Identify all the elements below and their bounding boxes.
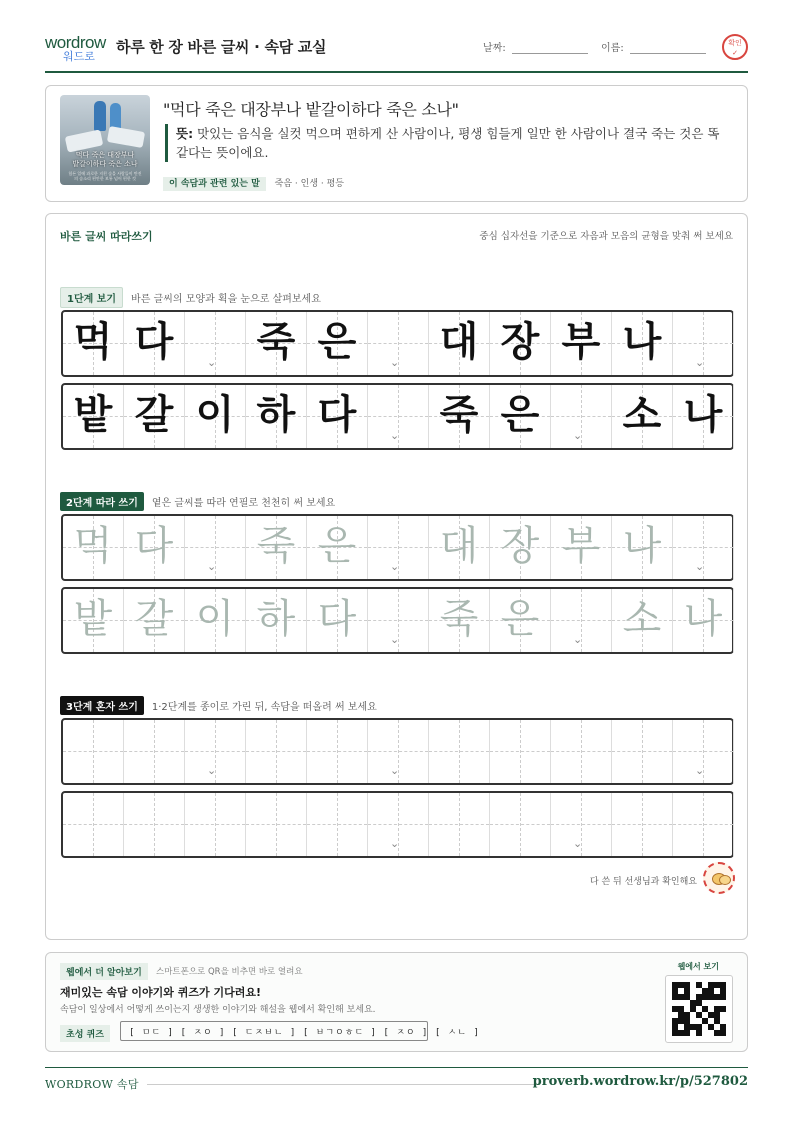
teacher-stamp-icon (703, 862, 735, 894)
grid-cell[interactable] (368, 516, 429, 579)
grid-cell[interactable] (307, 720, 368, 783)
practice-character: 죽 (439, 392, 479, 438)
space-marker-icon: ⌄ (390, 633, 400, 646)
date-field[interactable] (483, 39, 588, 54)
grid-cell[interactable] (429, 516, 490, 579)
grid-cell[interactable] (490, 720, 551, 783)
practice-character: 다 (134, 523, 174, 569)
related-label: 이 속담과 관련 있는 말 (163, 177, 266, 191)
grid-cell[interactable] (612, 589, 673, 652)
grid-cell[interactable] (673, 720, 734, 783)
page-title: 하루 한 장 바른 글씨 · 속담 교실 (116, 38, 327, 56)
web-more-section (45, 952, 748, 1052)
grid-cell (368, 312, 429, 375)
grid-cell[interactable] (612, 793, 673, 856)
practice-character: 나 (683, 596, 723, 642)
web-subtext: 스마트폰으로 QR을 비추면 바로 열려요 (156, 967, 303, 977)
step1-row2 (61, 383, 734, 450)
step1-badge: 1단계 보기 (60, 287, 123, 308)
practice-character: 부 (561, 523, 601, 569)
grid-cell[interactable] (124, 516, 185, 579)
practice-character: 대 (439, 523, 479, 569)
practice-character: 나 (683, 392, 723, 438)
stamp-text: 확인 (728, 39, 742, 47)
grid-cell[interactable] (490, 793, 551, 856)
practice-character: 하 (256, 392, 296, 438)
grid-cell[interactable] (63, 793, 124, 856)
grid-cell (246, 312, 307, 375)
grid-cell[interactable] (551, 589, 612, 652)
practice-character: 이 (195, 392, 235, 438)
page-footer (45, 1067, 748, 1091)
practice-character: 은 (500, 596, 540, 642)
practice-title: 바른 글씨 따라쓰기 (60, 230, 153, 243)
qr-code[interactable] (665, 975, 733, 1043)
step3-header (60, 696, 377, 715)
grid-cell[interactable] (673, 516, 734, 579)
space-marker-icon: ⌄ (573, 837, 583, 850)
grid-cell (124, 312, 185, 375)
step2-badge: 2단계 따라 쓰기 (60, 492, 144, 511)
step3-badge: 3단계 혼자 쓰기 (60, 696, 144, 715)
related-list: 죽음 · 인생 · 평등 (274, 179, 344, 189)
grid-cell[interactable] (368, 589, 429, 652)
footer-url[interactable]: proverb.wordrow.kr/p/527802 (532, 1074, 748, 1089)
step3-desc: 1·2단계를 종이로 가린 뒤, 속담을 떠올려 써 보세요 (151, 702, 377, 713)
space-marker-icon: ⌄ (207, 764, 217, 777)
web-description: 속담이 일상에서 어떻게 쓰이는지 생생한 이야기와 해설을 웹에서 확인해 보세요. (60, 1005, 376, 1015)
writing-practice-section (45, 213, 748, 940)
grid-cell[interactable] (307, 516, 368, 579)
proverb-card (45, 85, 748, 202)
grid-cell[interactable] (246, 793, 307, 856)
practice-character: 대 (439, 319, 479, 365)
page-header (45, 28, 748, 73)
space-marker-icon: ⌄ (207, 560, 217, 573)
step2-header (60, 492, 335, 511)
grid-cell[interactable] (490, 589, 551, 652)
grid-cell (124, 385, 185, 448)
grid-cell[interactable] (63, 589, 124, 652)
grid-cell[interactable] (429, 793, 490, 856)
step3-row1[interactable] (61, 718, 734, 785)
practice-character: 은 (317, 319, 357, 365)
grid-cell (63, 312, 124, 375)
grid-cell (551, 385, 612, 448)
practice-character: 갈 (134, 392, 174, 438)
practice-character: 다 (317, 596, 357, 642)
related-words (163, 176, 344, 189)
chosung-quiz: [ ㅁㄷ ] [ ㅈㅇ ] [ ㄷㅈㅂㄴ ] [ ㅂㄱㅇㅎㄷ ] [ ㅈㅇ ] [ ㅅㄴ ] (120, 1021, 428, 1041)
grid-cell (490, 312, 551, 375)
grid-cell[interactable] (63, 516, 124, 579)
logo-subtext: 워드로 (63, 50, 95, 63)
grid-cell[interactable] (185, 793, 246, 856)
grid-cell[interactable] (124, 589, 185, 652)
grid-cell[interactable] (124, 720, 185, 783)
grid-cell (246, 385, 307, 448)
grid-cell[interactable] (673, 589, 734, 652)
space-marker-icon: ⌄ (390, 356, 400, 369)
grid-cell[interactable] (612, 720, 673, 783)
practice-character: 나 (622, 319, 662, 365)
practice-character: 먹 (73, 523, 113, 569)
grid-cell[interactable] (185, 589, 246, 652)
step2-desc: 옅은 글씨를 따라 연필로 천천히 써 보세요 (151, 498, 336, 509)
practice-character: 다 (134, 319, 174, 365)
illustration-subcaption: 힘든 일에 과로한 지친 숲을 사람들이 만진 의 숨소리 편안한 보통 넘어 편한 것 (68, 171, 142, 181)
teacher-check-note: 다 쓴 뒤 선생님과 확인해요 (589, 877, 697, 887)
practice-character: 먹 (73, 319, 113, 365)
grid-cell (307, 312, 368, 375)
step1-header (60, 287, 321, 308)
meaning-label: 뜻: (176, 126, 194, 141)
space-marker-icon: ⌄ (695, 764, 705, 777)
qr-code-icon (672, 982, 726, 1036)
step2-row2[interactable] (61, 587, 734, 654)
grid-cell[interactable] (124, 793, 185, 856)
name-label: 이름: (601, 43, 624, 54)
practice-character: 밭 (73, 392, 113, 438)
practice-character: 소 (622, 392, 662, 438)
grid-cell[interactable] (185, 516, 246, 579)
grid-cell[interactable] (307, 589, 368, 652)
web-tag: 웹에서 더 알아보기 (60, 963, 148, 980)
space-marker-icon: ⌄ (390, 764, 400, 777)
grid-cell (490, 385, 551, 448)
grid-cell (185, 385, 246, 448)
practice-character: 다 (317, 392, 357, 438)
web-link-label[interactable]: 웹에서 보기 (677, 962, 719, 971)
grid-cell (429, 312, 490, 375)
space-marker-icon: ⌄ (390, 837, 400, 850)
footer-brand: WORDROW 속담 (45, 1078, 139, 1091)
space-marker-icon: ⌄ (573, 633, 583, 646)
practice-character: 하 (256, 596, 296, 642)
practice-character: 이 (195, 596, 235, 642)
grid-cell (551, 312, 612, 375)
practice-character: 죽 (256, 523, 296, 569)
practice-character: 장 (500, 319, 540, 365)
space-marker-icon: ⌄ (573, 429, 583, 442)
proverb-meaning (165, 124, 725, 162)
grid-cell[interactable] (368, 793, 429, 856)
grid-cell[interactable] (551, 720, 612, 783)
grid-cell[interactable] (63, 720, 124, 783)
grid-cell (612, 312, 673, 375)
grid-cell (612, 385, 673, 448)
practice-character: 나 (622, 523, 662, 569)
quiz-label: 초성 퀴즈 (60, 1025, 110, 1042)
grid-cell[interactable] (673, 793, 734, 856)
grid-cell[interactable] (490, 516, 551, 579)
grid-cell[interactable] (246, 589, 307, 652)
grid-cell[interactable] (185, 720, 246, 783)
practice-character: 소 (622, 596, 662, 642)
grid-cell[interactable] (307, 793, 368, 856)
grid-cell (63, 385, 124, 448)
practice-hint: 중심 십자선을 기준으로 자음과 모음의 균형을 맞춰 써 보세요 (479, 231, 733, 242)
practice-character: 밭 (73, 596, 113, 642)
practice-character: 은 (317, 523, 357, 569)
name-field[interactable] (601, 39, 706, 54)
grid-cell (429, 385, 490, 448)
grid-cell (368, 385, 429, 448)
meaning-text: 맛있는 음식을 실컷 먹으며 편하게 산 사람이나, 평생 힘들게 일만 한 사람이나 결국 죽는 것은 똑같다는 뜻이에요. (176, 126, 720, 160)
check-stamp-icon: 확인 ✓ (722, 34, 748, 60)
grid-cell[interactable] (612, 516, 673, 579)
step2-row1[interactable] (61, 514, 734, 581)
space-marker-icon: ⌄ (390, 560, 400, 573)
date-label: 날짜: (483, 43, 506, 54)
practice-character: 갈 (134, 596, 174, 642)
web-headline: 재미있는 속담 이야기와 퀴즈가 기다려요! (60, 986, 261, 999)
step3-row2[interactable] (61, 791, 734, 858)
grid-cell[interactable] (429, 589, 490, 652)
space-marker-icon: ⌄ (390, 429, 400, 442)
practice-character: 은 (500, 392, 540, 438)
grid-cell[interactable] (551, 793, 612, 856)
grid-cell[interactable] (246, 720, 307, 783)
practice-character: 장 (500, 523, 540, 569)
practice-character: 부 (561, 319, 601, 365)
grid-cell (673, 385, 734, 448)
grid-cell (307, 385, 368, 448)
grid-cell[interactable] (246, 516, 307, 579)
proverb-title: "먹다 죽은 대장부나 밭갈이하다 죽은 소나" (163, 100, 459, 119)
grid-cell (673, 312, 734, 375)
space-marker-icon: ⌄ (207, 356, 217, 369)
step1-row1 (61, 310, 734, 377)
grid-cell[interactable] (429, 720, 490, 783)
proverb-illustration (60, 95, 150, 185)
logo: wordrow (45, 33, 106, 52)
grid-cell[interactable] (551, 516, 612, 579)
space-marker-icon: ⌄ (695, 560, 705, 573)
illustration-caption: 먹다 죽은 대장부나 밭갈이하다 죽은 소나 (72, 151, 138, 168)
grid-cell (185, 312, 246, 375)
space-marker-icon: ⌄ (695, 356, 705, 369)
practice-character: 죽 (439, 596, 479, 642)
practice-character: 죽 (256, 319, 296, 365)
grid-cell[interactable] (368, 720, 429, 783)
step1-desc: 바른 글씨의 모양과 획을 눈으로 살펴보세요 (131, 294, 321, 305)
